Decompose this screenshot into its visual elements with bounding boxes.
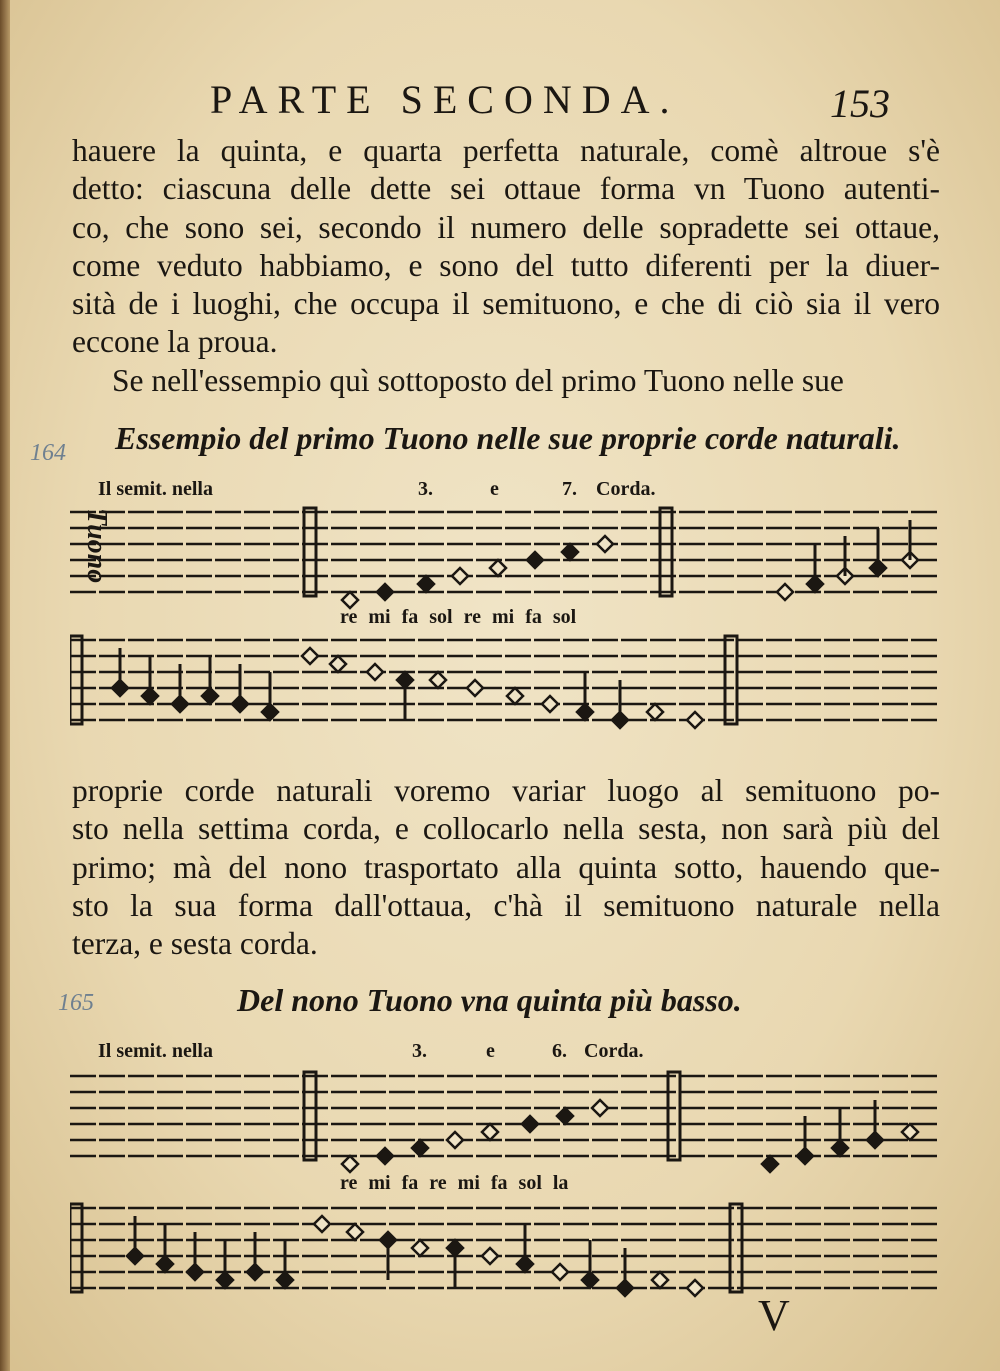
note	[447, 1240, 463, 1288]
note	[807, 544, 823, 592]
example2-conj: e	[486, 1040, 495, 1062]
text-line: proprie corde naturali voremo variar luogo al semituono po-	[72, 773, 940, 808]
note	[217, 1240, 233, 1288]
note-head	[342, 1156, 358, 1172]
bar-line	[660, 508, 672, 596]
note	[652, 1272, 668, 1288]
note	[832, 1108, 848, 1156]
text-line: come veduto habbiamo, e sono del tutto diferenti per la diuer-	[72, 247, 940, 283]
note	[527, 552, 543, 568]
note-head	[377, 584, 393, 600]
example2-corda: Corda.	[584, 1040, 644, 1062]
note	[157, 1224, 173, 1272]
note-head	[597, 536, 613, 552]
note	[562, 544, 578, 560]
note-head	[592, 1100, 608, 1116]
example2-staff-top	[70, 1064, 940, 1174]
note	[367, 664, 383, 680]
text-line: Se nell'essempio quì sottoposto del primo Tuono nelle sue	[112, 363, 844, 398]
note	[517, 1224, 533, 1272]
example2-num-b: 6.	[552, 1040, 567, 1062]
note	[542, 696, 558, 712]
note-head	[347, 1224, 363, 1240]
note-head	[562, 544, 578, 560]
note	[412, 1240, 428, 1256]
example1-conj: e	[490, 478, 499, 500]
note	[314, 1216, 330, 1232]
example1-num-b: 7.	[562, 478, 577, 500]
note	[577, 672, 593, 720]
example2-num-a: 3.	[412, 1040, 427, 1062]
text-line: eccone la proua.	[72, 324, 278, 360]
note-head	[302, 648, 318, 664]
text-line: detto: ciascuna delle dette sei ottaue forma vn Tuono autenti-	[72, 171, 940, 207]
bar-line	[304, 1072, 316, 1160]
note-head	[482, 1124, 498, 1140]
paragraph-3	[72, 772, 940, 963]
note	[762, 1156, 778, 1172]
text-line: sto nella settima corda, e collocarlo nella sesta, non sarà più del	[72, 811, 940, 847]
note	[302, 648, 318, 664]
note	[467, 680, 483, 696]
note-head	[552, 1264, 568, 1280]
example1-corda: Corda.	[596, 478, 656, 500]
note	[592, 1100, 608, 1116]
note	[262, 672, 278, 720]
folio-number: 153	[830, 81, 890, 126]
note	[687, 1280, 703, 1296]
example2-staff-bottom	[70, 1196, 940, 1306]
example2-solfa: re mi fa re mi fa sol la	[340, 1172, 569, 1194]
note	[452, 568, 468, 584]
note-head	[687, 1280, 703, 1296]
note	[202, 656, 218, 704]
note	[397, 672, 413, 720]
note-head	[652, 1272, 668, 1288]
note-head	[902, 1124, 918, 1140]
note	[522, 1116, 538, 1132]
note	[902, 1124, 918, 1140]
note	[687, 712, 703, 728]
note-head	[467, 680, 483, 696]
note-head	[777, 584, 793, 600]
signature-mark: V	[758, 1291, 790, 1340]
note-head	[762, 1156, 778, 1172]
note-head	[687, 712, 703, 728]
text-line: sto la sua forma dall'ottaua, c'hà il semituono naturale nella	[72, 887, 940, 923]
note	[870, 528, 886, 576]
bar-line	[668, 1072, 680, 1160]
note-head	[647, 704, 663, 720]
paragraph-1	[72, 132, 940, 362]
note-head	[377, 1148, 393, 1164]
paragraph-2	[72, 362, 940, 400]
margin-note-2: 165	[58, 990, 94, 1016]
text-line: sità de i luoghi, che occupa il semituono, e che di ciò sia il vero	[72, 286, 940, 322]
note	[552, 1264, 568, 1280]
example1-title: Essempio del primo Tuono nelle sue proprie corde naturali.	[115, 420, 901, 456]
note	[430, 672, 446, 688]
note	[482, 1124, 498, 1140]
note	[330, 656, 346, 672]
note-head	[482, 1248, 498, 1264]
text-line: primo; mà del nono trasportato alla quinta sotto, hauendo que-	[72, 849, 940, 885]
note-head	[412, 1140, 428, 1156]
note	[377, 584, 393, 600]
note-head	[507, 688, 523, 704]
note	[447, 1132, 463, 1148]
example2-title: Del nono Tuono vna quinta più basso.	[237, 982, 742, 1018]
note	[277, 1240, 293, 1288]
example2-semitone-label: Il semit. nella	[98, 1040, 213, 1062]
note	[777, 584, 793, 600]
note	[507, 688, 523, 704]
note	[597, 536, 613, 552]
bar-line	[70, 636, 82, 724]
note-head	[542, 696, 558, 712]
example1-semitone-label: Il semit. nella	[98, 478, 213, 500]
note	[490, 560, 506, 576]
example1-solfa: re mi fa sol re mi fa sol	[340, 606, 577, 628]
example1-staff-bottom	[70, 628, 940, 738]
note-head	[447, 1132, 463, 1148]
note-head	[522, 1116, 538, 1132]
note	[557, 1108, 573, 1124]
running-title: PARTE SECONDA.	[210, 77, 680, 122]
text-line: hauere la quinta, e quarta perfetta naturale, comè altroue s'è	[72, 133, 940, 168]
note-head	[412, 1240, 428, 1256]
bar-line	[304, 508, 316, 596]
note-head	[314, 1216, 330, 1232]
text-line: co, che sono sei, secondo il numero delle sopradette sei ottaue,	[72, 209, 940, 245]
note-head	[452, 568, 468, 584]
note-head	[430, 672, 446, 688]
note	[142, 656, 158, 704]
note	[582, 1240, 598, 1288]
note	[482, 1248, 498, 1264]
bar-line	[70, 1204, 82, 1292]
note	[412, 1140, 428, 1156]
note	[647, 704, 663, 720]
margin-note-1: 164	[30, 440, 66, 466]
page-spine-edge	[0, 0, 10, 1371]
text-line: terza, e sesta corda.	[72, 926, 318, 962]
note	[347, 1224, 363, 1240]
note-head	[418, 576, 434, 592]
note-head	[490, 560, 506, 576]
bar-line	[730, 1204, 742, 1292]
note-head	[367, 664, 383, 680]
note-head	[330, 656, 346, 672]
note	[418, 576, 434, 592]
example1-side-label: Tuono	[81, 508, 112, 584]
note-head	[527, 552, 543, 568]
bar-line	[725, 636, 737, 724]
note	[377, 1148, 393, 1164]
note	[342, 1156, 358, 1172]
note-head	[557, 1108, 573, 1124]
example1-staff-top	[70, 500, 940, 610]
example1-num-a: 3.	[418, 478, 433, 500]
